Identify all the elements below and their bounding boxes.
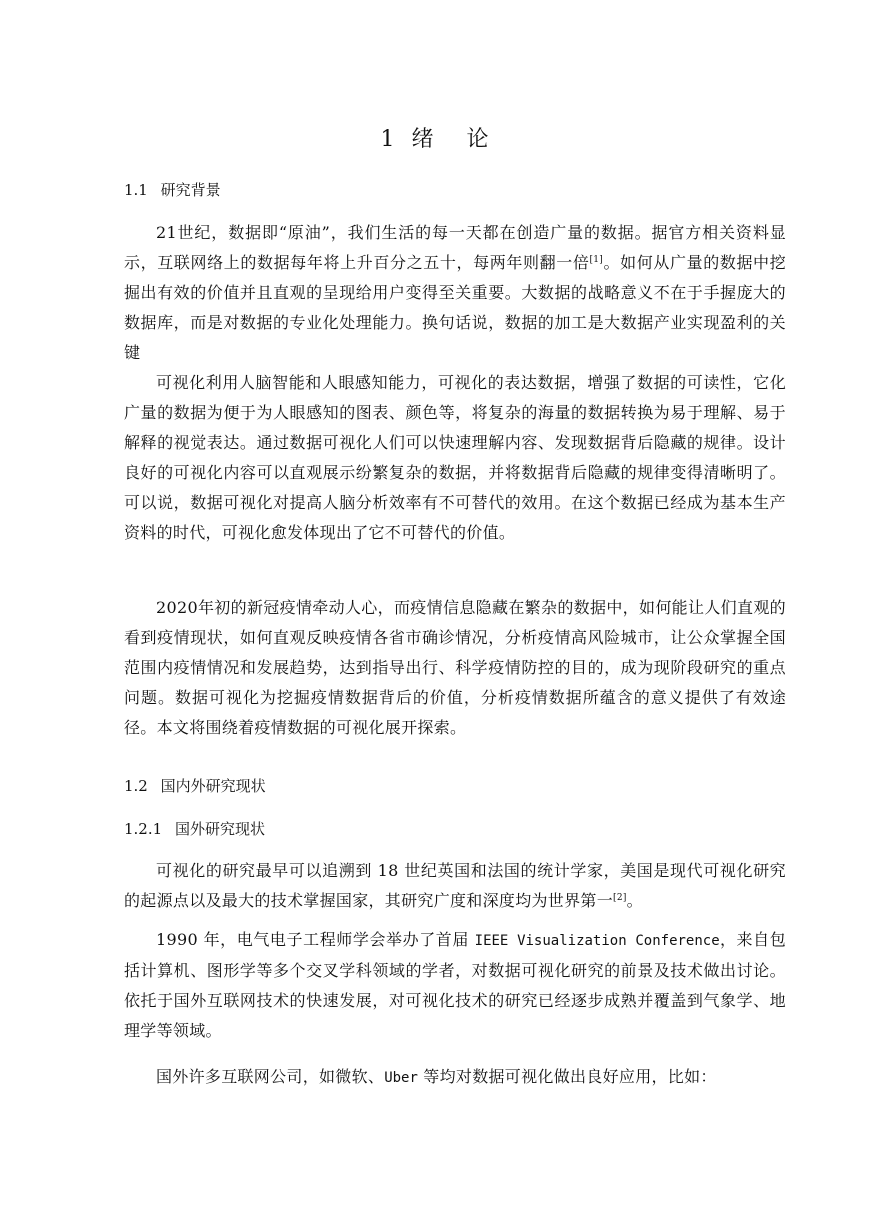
section-heading-1-1 [124, 180, 221, 200]
chapter-title-char-1: 绪 [411, 127, 434, 152]
subsection-heading-1-2-1 [124, 819, 265, 839]
citation-ref-2[interactable]: [2] [613, 893, 627, 903]
paragraph-text: 可视化的研究最早可以追溯到 18 世纪英国和法国的统计学家，美国是现代可视化研究的起源点以及最大的技术掌握国家，其研究广度和深度均为世界第一 [124, 861, 786, 910]
conference-name: IEEE Visualization Conference [474, 933, 720, 949]
paragraph-background-3 [124, 593, 786, 743]
chapter-title-char-2: 论 [466, 127, 489, 152]
paragraph-text: 。 [626, 891, 643, 910]
paragraph-text: 可视化利用人脑智能和人眼感知能力，可视化的表达数据，增强了数据的可读性，它化广量的数据为便于为人眼感知的图表、颜色等，将复杂的海量的数据转换为易于理解、易于解释的视觉表达。通过数据可视化人们可以快速理解内容、发现数据背后隐藏的规律。设计良好的可视化内容可以直观展示纷繁复杂的数据，并将数据背后隐藏的规律变得清晰明了。可以说，数据可视化对提高人脑分析效率有不可替代的效用。在这个数据已经成为基本生产资料的时代，可视化愈发体现出了它不可替代的价值。 [124, 373, 786, 542]
subsection-title: 国外研究现状 [174, 820, 265, 838]
chapter-title [0, 124, 869, 156]
paragraph-text: ，来自包括计算机、图形学等多个交叉学科领域的学者，对数据可视化研究的前景及技术做出讨论。依托于国外互联网技术的快速发展，对可视化技术的研究已经逐步成熟并覆盖到气象学、地理学等领域。 [124, 930, 786, 1040]
section-heading-1-2 [124, 776, 266, 796]
paragraph-background-2 [124, 368, 786, 548]
company-name-uber: Uber [384, 1070, 418, 1086]
citation-ref-1[interactable]: [1] [589, 255, 604, 265]
subsection-number: 1.2.1 [124, 820, 163, 838]
paragraph-foreign-research-3 [124, 1062, 786, 1093]
paragraph-background-1 [124, 218, 786, 368]
paragraph-foreign-research-2 [124, 925, 786, 1046]
section-title: 国内外研究现状 [160, 777, 266, 795]
chapter-number: 1 [380, 127, 395, 152]
paragraph-text: 国外许多互联网公司，如微软、 [156, 1067, 385, 1086]
paragraph-text: 21世纪，数据即“原油”，我们生活的每一天都在创造广量的数据。据官方相关资料显示，互联网络上的数据每年将上升百分之五十，每两年则翻一倍 [124, 223, 786, 272]
paragraph-text: 1990 年，电气电子工程师学会举办了首届 [156, 930, 475, 949]
section-title: 研究背景 [160, 181, 221, 199]
paragraph-text: 。如何从广量的数据中挖掘出有效的价值并且直观的呈现给用户变得至关重要。大数据的战略意义不在于手握庞大的数据库，而是对数据的专业化处理能力。换句话说，数据的加工是大数据产业实现盈利的关键 [124, 253, 786, 362]
paragraph-text: 等均对数据可视化做出良好应用，比如： [417, 1067, 717, 1086]
section-number: 1.2 [124, 777, 148, 795]
paragraph-foreign-research-1 [124, 856, 786, 916]
section-number: 1.1 [124, 181, 148, 199]
paragraph-text: 2020年初的新冠疫情牵动人心，而疫情信息隐藏在繁杂的数据中，如何能让人们直观的看到疫情现状，如何直观反映疫情各省市确诊情况，分析疫情高风险城市，让公众掌握全国范围内疫情情况和发展趋势，达到指导出行、科学疫情防控的目的，成为现阶段研究的重点问题。数据可视化为挖掘疫情数据背后的价值，分析疫情数据所蕴含的意义提供了有效途径。本文将围绕着疫情数据的可视化展开探索。 [124, 598, 786, 737]
